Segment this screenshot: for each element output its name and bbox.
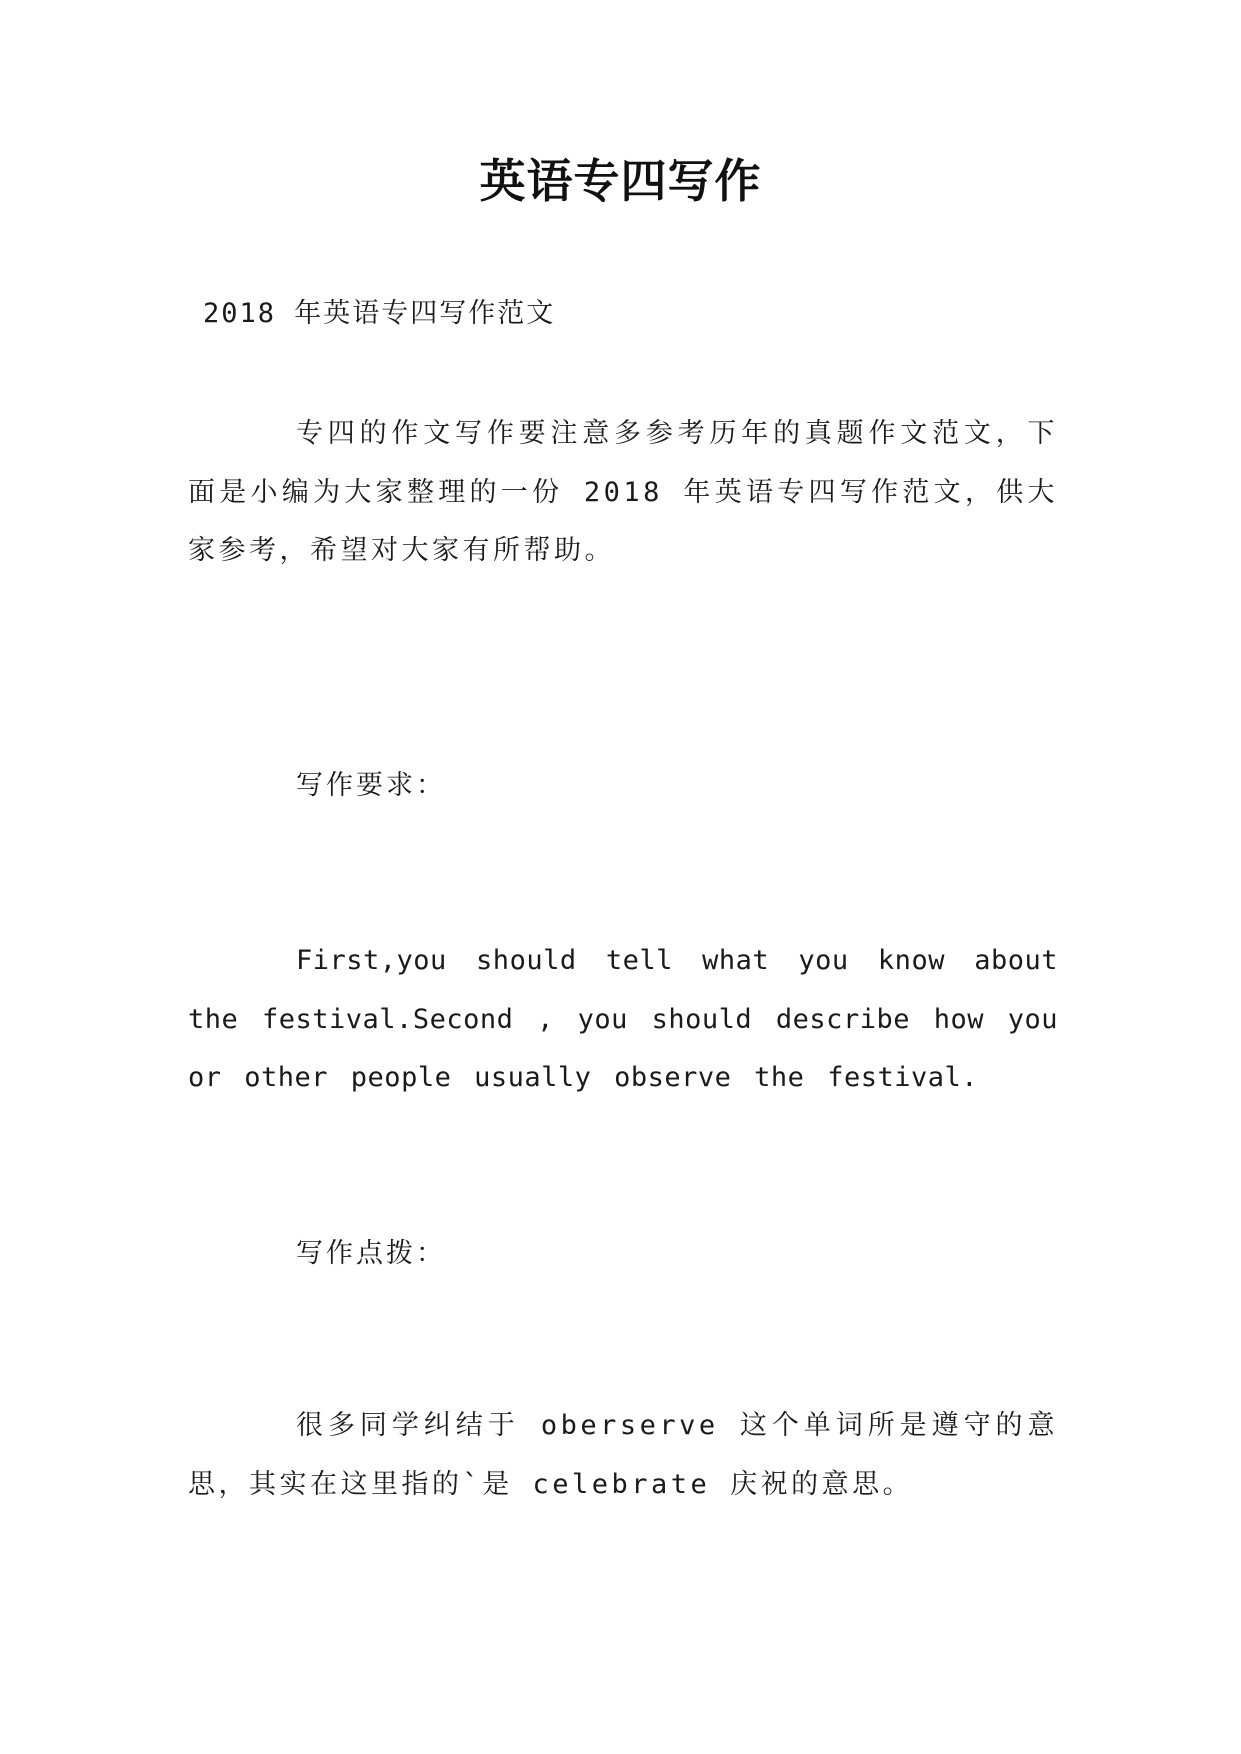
requirements-heading: 写作要求： [296,770,446,801]
tips-paragraph: 很多同学纠结于 oberserve 这个单词所是遵守的意思，其实在这里指的`是 celebrate 庆祝的意思。 [188,1410,1058,1500]
document-title: 英语专四写作 [479,154,762,208]
tips-heading: 写作点拨： [296,1238,446,1269]
document-subtitle: 2018 年英语专四写作范文 [203,298,556,329]
intro-paragraph: 专四的作文写作要注意多参考历年的真题作文范文，下面是小编为大家整理的一份 2018 年英语专四写作范文，供大家参考，希望对大家有所帮助。 [188,418,1058,566]
requirements-paragraph: First,you should tell what you know about the festival.Second , you should describe how you or other people usually observe the festival. [188,945,1058,1093]
